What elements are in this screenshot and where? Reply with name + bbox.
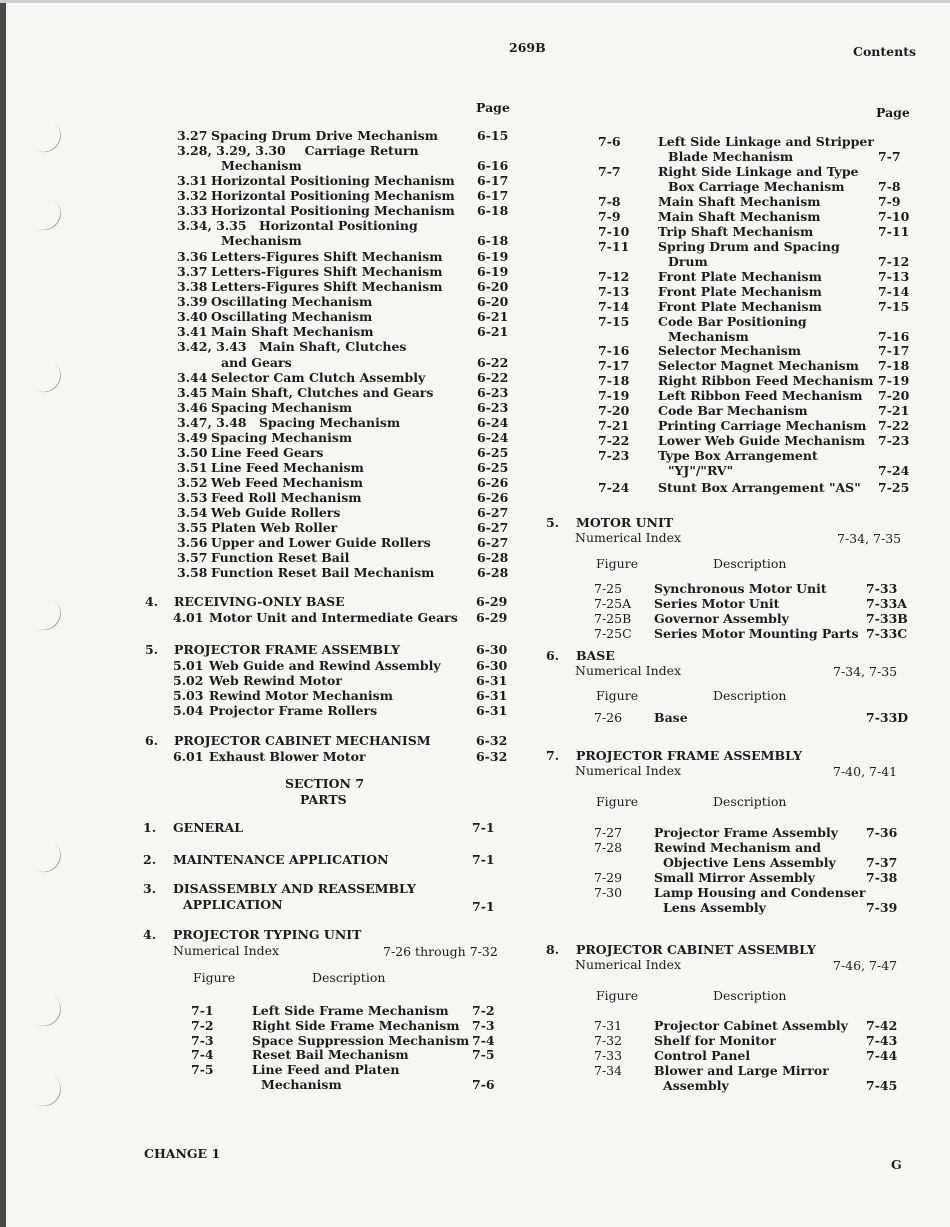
numerical-index-pages: 7-34, 7-35 [833,664,898,679]
figure-column-label: Figure [596,688,639,703]
entry-title: Main Shaft, Clutches [259,339,407,354]
figure-page: 7-25 [878,480,910,495]
entry-title: Upper and Lower Guide Rollers [211,535,431,550]
entry-title: Letters-Figures Shift Mechanism [211,279,443,294]
numerical-index-label: Numerical Index [575,957,682,972]
entry-title: Main Shaft, Clutches and Gears [211,385,434,400]
figure-number: 7-10 [598,224,630,239]
figure-page: 7-15 [878,299,910,314]
figure-description: Box Carriage Mechanism [668,179,845,194]
figure-page: 7-12 [878,254,910,269]
entry-title: Projector Frame Rollers [209,703,378,718]
entry-title: Spacing Mechanism [211,430,353,445]
figure-number: 7-30 [594,885,623,900]
figure-number: 7-31 [594,1018,623,1033]
figure-page: 7-2 [472,1003,495,1018]
entry-page: 6-23 [477,400,509,415]
figure-page: 7-36 [866,825,898,840]
figure-description: Lamp Housing and Condenser [654,885,866,900]
figure-page: 7-18 [878,358,910,373]
section-page: 7-1 [472,820,495,835]
entry-title: Selector Cam Clutch Assembly [211,370,426,385]
figure-page: 7-4 [472,1033,495,1048]
entry-title: Function Reset Bail Mechanism [211,565,435,580]
section-number: 2. [143,852,157,867]
figure-description: Lens Assembly [663,900,766,915]
punch-hole-mark [19,831,67,879]
figure-number: 7-9 [598,209,621,224]
figure-page: 7-3 [472,1018,495,1033]
figure-number: 7-18 [598,373,630,388]
figure-number: 7-6 [598,134,621,149]
entry-number: 3.34, 3.35 [177,218,247,233]
numerical-index-pages: 7-46, 7-47 [833,958,898,973]
entry-page: 6-18 [477,203,509,218]
entry-title: and Gears [221,355,292,370]
section-number: 4. [145,594,159,609]
description-column-label: Description [713,556,787,571]
figure-description: Projector Cabinet Assembly [654,1018,848,1033]
section-title: APPLICATION [183,897,283,912]
entry-page: 6-24 [477,430,509,445]
figure-page: 7-20 [878,388,910,403]
entry-number: 5.04 [173,703,204,718]
figure-description: Shelf for Monitor [654,1033,776,1048]
figure-description: Selector Magnet Mechanism [658,358,859,373]
entry-number: 3.57 [177,550,208,565]
figure-description: Left Side Linkage and Stripper [658,134,874,149]
punch-hole-mark [19,985,67,1033]
figure-description: Line Feed and Platen [252,1062,400,1077]
figure-number: 7-2 [191,1018,214,1033]
entry-page: 6-17 [477,173,509,188]
entry-title: Exhaust Blower Motor [209,749,366,764]
figure-page: 7-38 [866,870,898,885]
entry-page: 6-23 [477,385,509,400]
figure-number: 7-8 [598,194,621,209]
entry-number: 3.47, 3.48 [177,415,247,430]
figure-description: Mechanism [668,329,749,344]
figure-number: 7-5 [191,1062,214,1077]
figure-column-label: Figure [596,794,639,809]
entry-title: Oscillating Mechanism [211,309,373,324]
figure-number: 7-17 [598,358,630,373]
entry-number: 3.53 [177,490,208,505]
figure-page: 7-42 [866,1018,898,1033]
entry-number: 3.33 [177,203,208,218]
entry-title: Horizontal Positioning Mechanism [211,188,455,203]
figure-page: 7-39 [866,900,898,915]
figure-number: 7-3 [191,1033,214,1048]
figure-page: 7-45 [866,1078,898,1093]
figure-description: Front Plate Mechanism [658,269,822,284]
entry-page: 6-26 [477,490,509,505]
entry-title: Mechanism [221,158,302,173]
section-page: 6-29 [476,594,508,609]
figure-number: 7-25B [594,611,632,626]
entry-number: 5.02 [173,673,204,688]
punch-hole-mark [19,351,67,399]
section-title: PROJECTOR CABINET ASSEMBLY [576,942,816,957]
figure-description: Blower and Large Mirror [654,1063,829,1078]
numerical-index-pages: 7-34, 7-35 [837,531,902,546]
figure-page: 7-11 [878,224,910,239]
figure-description: Printing Carriage Mechanism [658,418,867,433]
entry-page: 6-27 [477,535,509,550]
figure-page: 7-33B [866,611,908,626]
figure-number: 7-16 [598,343,630,358]
figure-column-label: Figure [596,556,639,571]
figure-description: Front Plate Mechanism [658,284,822,299]
figure-number: 7-1 [191,1003,214,1018]
entry-title: Web Rewind Motor [209,673,342,688]
description-column-label: Description [713,794,787,809]
entry-number: 3.58 [177,565,208,580]
figure-number: 7-25 [594,581,623,596]
figure-page: 7-10 [878,209,910,224]
figure-description: Space Suppression Mechanism [252,1033,470,1048]
section-number: 3. [143,881,157,896]
entry-number: 3.37 [177,264,208,279]
figure-description: Main Shaft Mechanism [658,209,821,224]
section-title: DISASSEMBLY AND REASSEMBLY [173,881,416,896]
figure-number: 7-13 [598,284,630,299]
entry-page: 6-29 [476,610,508,625]
punch-hole-mark [19,589,67,637]
figure-number: 7-7 [598,164,621,179]
entry-page: 6-22 [477,355,509,370]
entry-title: Web Guide Rollers [211,505,341,520]
entry-page: 6-25 [477,445,509,460]
entry-title: Main Shaft Mechanism [211,324,374,339]
section-title: PROJECTOR CABINET MECHANISM [174,733,431,748]
section-title: PROJECTOR FRAME ASSEMBLY [576,748,802,763]
entry-number: 3.55 [177,520,208,535]
entry-number: 3.38 [177,279,208,294]
entry-title: Spacing Mechanism [211,400,353,415]
doc-number: 269B [509,40,546,55]
numerical-index-label: Numerical Index [173,943,280,958]
figure-page: 7-19 [878,373,910,388]
figure-number: 7-32 [594,1033,623,1048]
section-subheading: PARTS [300,792,347,807]
description-column-label: Description [713,988,787,1003]
entry-number: 3.39 [177,294,208,309]
section-title: BASE [576,648,615,663]
entry-number: 4.01 [173,610,204,625]
entry-number: 3.40 [177,309,208,324]
entry-number: 3.54 [177,505,208,520]
figure-column-label: Figure [193,970,236,985]
entry-number: 3.27 [177,128,208,143]
figure-description: Control Panel [654,1048,751,1063]
figure-description: Type Box Arrangement [658,448,818,463]
section-number: 5. [546,515,560,530]
figure-page: 7-37 [866,855,898,870]
figure-page: 7-24 [878,463,910,478]
figure-page: 7-44 [866,1048,898,1063]
entry-title: Horizontal Positioning Mechanism [211,203,455,218]
figure-description: Main Shaft Mechanism [658,194,821,209]
entry-number: 3.32 [177,188,208,203]
figure-description: Objective Lens Assembly [663,855,836,870]
figure-page: 7-23 [878,433,910,448]
entry-page: 6-19 [477,264,509,279]
entry-title: Motor Unit and Intermediate Gears [209,610,458,625]
figure-page: 7-6 [472,1077,495,1092]
figure-number: 7-15 [598,314,630,329]
figure-number: 7-25A [594,596,632,611]
punch-hole-mark [19,1065,67,1113]
section-page: 6-30 [476,642,508,657]
entry-title: Horizontal Positioning [259,218,418,233]
contents-label: Contents [853,44,917,59]
entry-page: 6-25 [477,460,509,475]
entry-page: 6-15 [477,128,509,143]
figure-description: Synchronous Motor Unit [654,581,827,596]
figure-number: 7-28 [594,840,623,855]
figure-description: Stunt Box Arrangement "AS" [658,480,861,495]
figure-number: 7-29 [594,870,623,885]
figure-number: 7-26 [594,710,623,725]
entry-title: Line Feed Gears [211,445,324,460]
figure-column-label: Figure [596,988,639,1003]
figure-page: 7-13 [878,269,910,284]
punch-hole-mark [19,111,67,159]
entry-number: 3.56 [177,535,208,550]
numerical-index-pages: 7-40, 7-41 [833,764,898,779]
figure-description: Mechanism [261,1077,342,1092]
left-page-column-label: Page [476,100,510,115]
section-title: MAINTENANCE APPLICATION [173,852,389,867]
figure-description: Governor Assembly [654,611,789,626]
entry-page: 6-21 [477,324,509,339]
entry-title: Line Feed Mechanism [211,460,364,475]
entry-title: Letters-Figures Shift Mechanism [211,249,443,264]
entry-number: 6.01 [173,749,204,764]
scan-top-edge [0,0,950,3]
entry-number: 3.31 [177,173,208,188]
figure-page: 7-7 [878,149,901,164]
entry-page: 6-32 [476,749,508,764]
entry-title: Function Reset Bail [211,550,350,565]
punch-hole-mark [19,189,67,237]
section-number: 7. [546,748,560,763]
scan-left-edge [0,0,6,1227]
entry-page: 6-18 [477,233,509,248]
entry-page: 6-27 [477,520,509,535]
entry-number: 3.50 [177,445,208,460]
entry-page: 6-21 [477,309,509,324]
section-page: 6-32 [476,733,508,748]
section-title: PROJECTOR FRAME ASSEMBLY [174,642,400,657]
figure-number: 7-20 [598,403,630,418]
section-number: 5. [145,642,159,657]
right-page-column-label: Page [876,105,910,120]
section-number: 6. [145,733,159,748]
entry-number: 3.52 [177,475,208,490]
figure-number: 7-23 [598,448,630,463]
section-title: RECEIVING-ONLY BASE [174,594,345,609]
figure-description: Series Motor Mounting Parts [654,626,859,641]
figure-description: Left Side Frame Mechanism [252,1003,449,1018]
entry-number: 3.42, 3.43 [177,339,247,354]
figure-description: Right Ribbon Feed Mechanism [658,373,874,388]
figure-number: 7-27 [594,825,623,840]
figure-page: 7-9 [878,194,901,209]
entry-number: 3.28, 3.29, 3.30 [177,143,286,158]
figure-page: 7-17 [878,343,910,358]
figure-number: 7-11 [598,239,630,254]
entry-page: 6-16 [477,158,509,173]
figure-description: Code Bar Positioning [658,314,807,329]
figure-page: 7-22 [878,418,910,433]
section-number: 1. [143,820,157,835]
entry-title: Spacing Mechanism [259,415,401,430]
figure-page: 7-43 [866,1033,898,1048]
figure-page: 7-5 [472,1047,495,1062]
figure-number: 7-12 [598,269,630,284]
entry-page: 6-17 [477,188,509,203]
figure-description: Rewind Mechanism and [654,840,821,855]
numerical-index-label: Numerical Index [575,663,682,678]
figure-description: Left Ribbon Feed Mechanism [658,388,863,403]
figure-number: 7-33 [594,1048,623,1063]
entry-page: 6-19 [477,249,509,264]
entry-page: 6-27 [477,505,509,520]
figure-page: 7-21 [878,403,910,418]
entry-number: 3.36 [177,249,208,264]
figure-page: 7-14 [878,284,910,299]
numerical-index-label: Numerical Index [575,530,682,545]
figure-number: 7-22 [598,433,630,448]
entry-title: Feed Roll Mechanism [211,490,362,505]
entry-number: 3.51 [177,460,208,475]
figure-description: Front Plate Mechanism [658,299,822,314]
figure-number: 7-21 [598,418,630,433]
entry-title: Spacing Drum Drive Mechanism [211,128,438,143]
figure-page: 7-8 [878,179,901,194]
entry-page: 6-31 [476,703,508,718]
entry-number: 3.44 [177,370,208,385]
entry-number: 3.45 [177,385,208,400]
numerical-index-pages: 7-26 through 7-32 [383,944,498,959]
figure-number: 7-19 [598,388,630,403]
entry-title: Rewind Motor Mechanism [209,688,393,703]
entry-page: 6-26 [477,475,509,490]
figure-number: 7-4 [191,1047,214,1062]
figure-description: Reset Bail Mechanism [252,1047,409,1062]
figure-description: Trip Shaft Mechanism [658,224,814,239]
entry-number: 3.46 [177,400,208,415]
entry-number: 3.41 [177,324,208,339]
entry-number: 3.49 [177,430,208,445]
figure-number: 7-25C [594,626,632,641]
entry-page: 6-31 [476,688,508,703]
figure-page: 7-33C [866,626,908,641]
figure-page: 7-33A [866,596,907,611]
entry-page: 6-28 [477,565,509,580]
section-page: 7-1 [472,852,495,867]
figure-number: 7-24 [598,480,630,495]
entry-page: 6-31 [476,673,508,688]
entry-title: Web Guide and Rewind Assembly [209,658,441,673]
entry-title: Carriage Return [304,143,419,158]
section-number: 8. [546,942,560,957]
figure-description: Small Mirror Assembly [654,870,815,885]
figure-number: 7-14 [598,299,630,314]
description-column-label: Description [713,688,787,703]
section-title: GENERAL [173,820,244,835]
figure-description: Right Side Linkage and Type [658,164,859,179]
figure-page: 7-33 [866,581,898,596]
figure-description: Assembly [663,1078,729,1093]
section-page: 7-1 [472,899,495,914]
numerical-index-label: Numerical Index [575,763,682,778]
figure-description: Base [654,710,688,725]
figure-description: Drum [668,254,708,269]
section-heading: SECTION 7 [285,776,365,791]
section-title: PROJECTOR TYPING UNIT [173,927,362,942]
entry-title: Mechanism [221,233,302,248]
entry-title: Letters-Figures Shift Mechanism [211,264,443,279]
figure-page: 7-33D [866,710,909,725]
figure-description: Spring Drum and Spacing [658,239,840,254]
figure-number: 7-34 [594,1063,623,1078]
entry-title: Platen Web Roller [211,520,338,535]
figure-page: 7-16 [878,329,910,344]
figure-description: Right Side Frame Mechanism [252,1018,460,1033]
entry-title: Web Feed Mechanism [211,475,363,490]
entry-page: 6-22 [477,370,509,385]
entry-page: 6-20 [477,279,509,294]
entry-number: 5.03 [173,688,204,703]
figure-description: "YJ"/"RV" [668,463,734,478]
figure-description: Projector Frame Assembly [654,825,839,840]
entry-page: 6-20 [477,294,509,309]
section-title: MOTOR UNIT [576,515,674,530]
entry-number: 5.01 [173,658,204,673]
figure-description: Lower Web Guide Mechanism [658,433,866,448]
entry-page: 6-30 [476,658,508,673]
figure-description: Selector Mechanism [658,343,802,358]
entry-title: Horizontal Positioning Mechanism [211,173,455,188]
figure-description: Series Motor Unit [654,596,780,611]
entry-page: 6-28 [477,550,509,565]
entry-page: 6-24 [477,415,509,430]
figure-description: Code Bar Mechanism [658,403,808,418]
section-number: 6. [546,648,560,663]
page-letter: G [891,1157,902,1172]
section-number: 4. [143,927,157,942]
entry-title: Oscillating Mechanism [211,294,373,309]
figure-description: Blade Mechanism [668,149,794,164]
description-column-label: Description [312,970,386,985]
change-label: CHANGE 1 [144,1146,221,1161]
